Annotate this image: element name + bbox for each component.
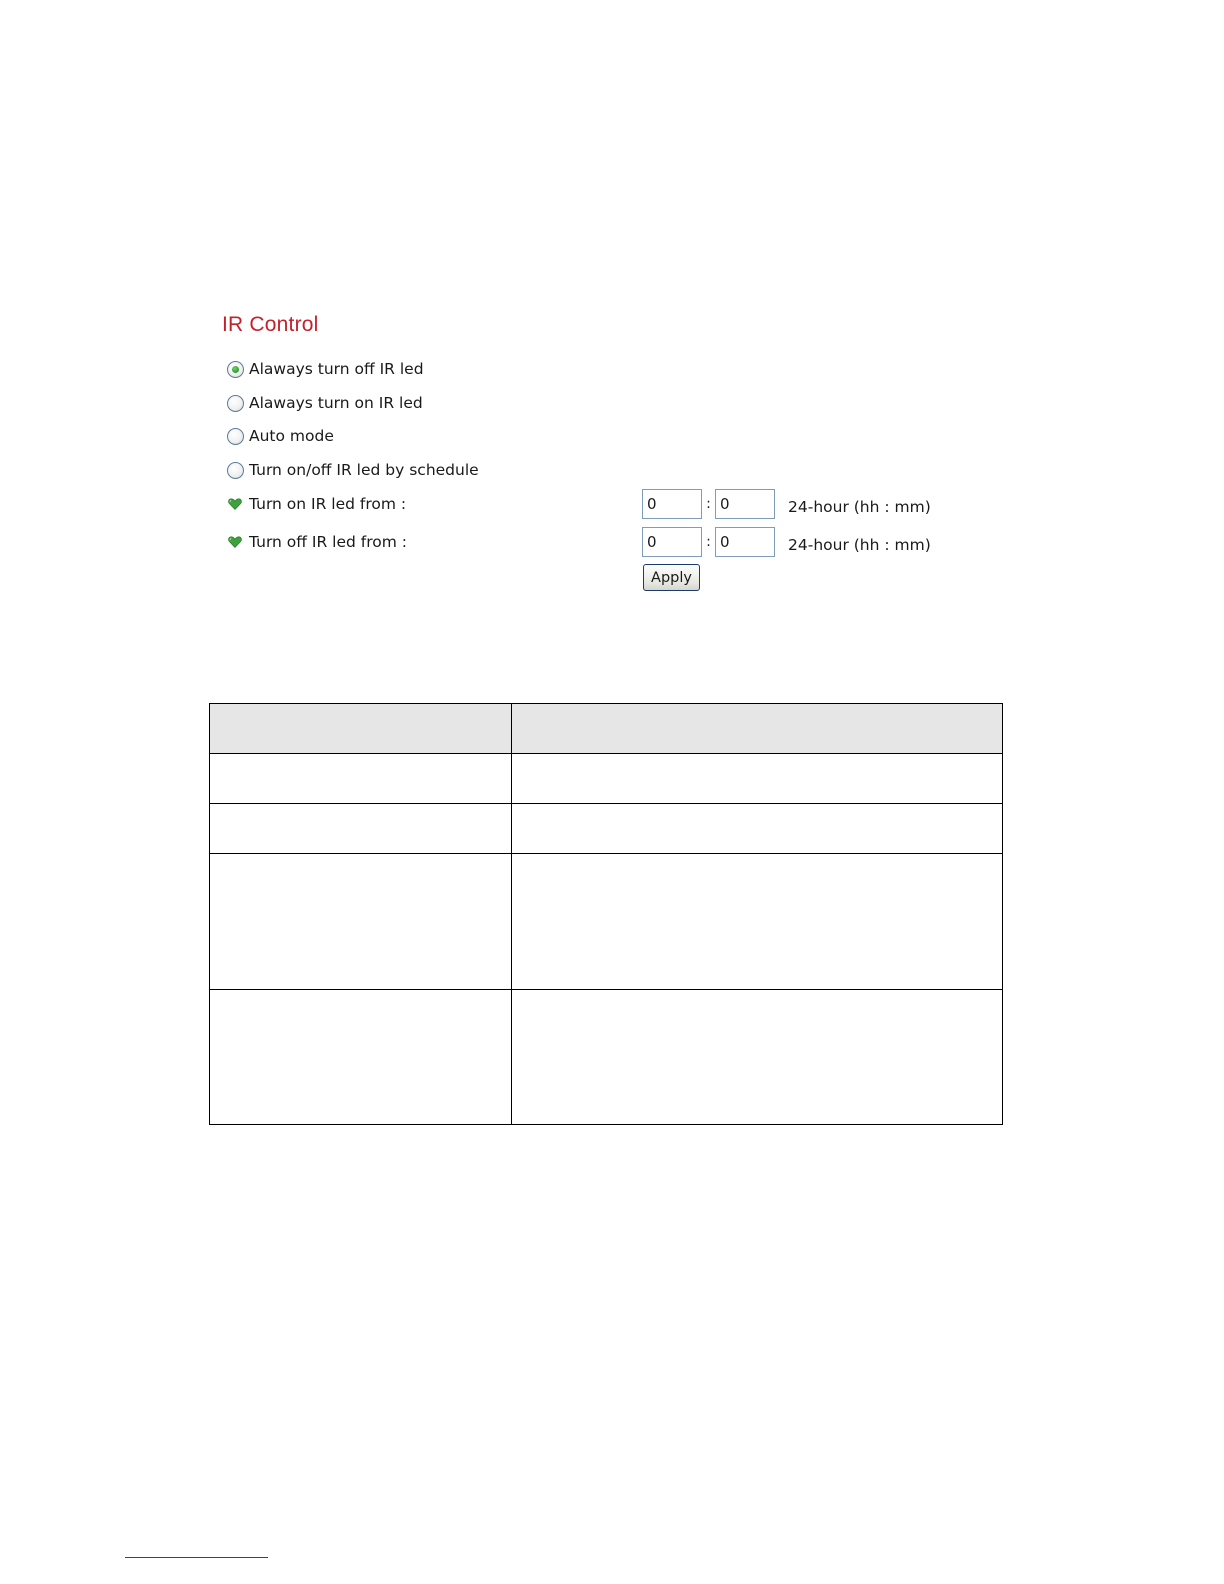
- time-format-note: 24-hour (hh : mm): [788, 498, 931, 516]
- table-row: [210, 754, 1003, 804]
- table-cell: [210, 854, 512, 990]
- off-hour-input[interactable]: [642, 527, 702, 557]
- footer-link-underline[interactable]: [125, 1557, 268, 1558]
- green-heart-icon: [228, 536, 242, 548]
- green-heart-icon: [228, 498, 242, 510]
- radio-selected-dot: [232, 366, 239, 373]
- schedule-off-row: [228, 531, 407, 553]
- table-cell: [210, 754, 512, 804]
- description-table: [209, 703, 1003, 1125]
- table-header-row: [210, 704, 1003, 754]
- on-minute-input[interactable]: [715, 489, 775, 519]
- option-always-off[interactable]: [227, 358, 424, 380]
- schedule-on-row: [228, 493, 406, 515]
- table-cell: [512, 990, 1003, 1125]
- schedule-on-time: [642, 489, 931, 519]
- radio-button[interactable]: [227, 462, 244, 479]
- option-label: Alaways turn off IR led: [249, 360, 424, 378]
- table-cell: [210, 990, 512, 1125]
- option-auto-mode[interactable]: [227, 425, 334, 447]
- table-row: [210, 990, 1003, 1125]
- option-label: Auto mode: [249, 427, 334, 445]
- time-separator: :: [706, 496, 711, 512]
- apply-button[interactable]: Apply: [643, 564, 700, 591]
- radio-button-selected[interactable]: [227, 361, 244, 378]
- table-cell: [210, 704, 512, 754]
- option-always-on[interactable]: [227, 392, 423, 414]
- schedule-on-label: Turn on IR led from :: [249, 495, 407, 513]
- off-minute-input[interactable]: [715, 527, 775, 557]
- radio-button[interactable]: [227, 428, 244, 445]
- option-label: Alaways turn on IR led: [249, 394, 423, 412]
- option-schedule[interactable]: [227, 459, 479, 481]
- panel-title: IR Control: [222, 313, 319, 336]
- time-format-note: 24-hour (hh : mm): [788, 536, 931, 554]
- table-row: [210, 804, 1003, 854]
- schedule-off-time: [642, 527, 931, 557]
- table-cell: [210, 804, 512, 854]
- on-hour-input[interactable]: [642, 489, 702, 519]
- option-label: Turn on/off IR led by schedule: [249, 461, 479, 479]
- table-row: [210, 854, 1003, 990]
- table-cell: [512, 804, 1003, 854]
- schedule-off-label: Turn off IR led from :: [249, 533, 407, 551]
- radio-button[interactable]: [227, 395, 244, 412]
- table-cell: [512, 704, 1003, 754]
- table-cell: [512, 754, 1003, 804]
- time-separator: :: [706, 534, 711, 550]
- table-cell: [512, 854, 1003, 990]
